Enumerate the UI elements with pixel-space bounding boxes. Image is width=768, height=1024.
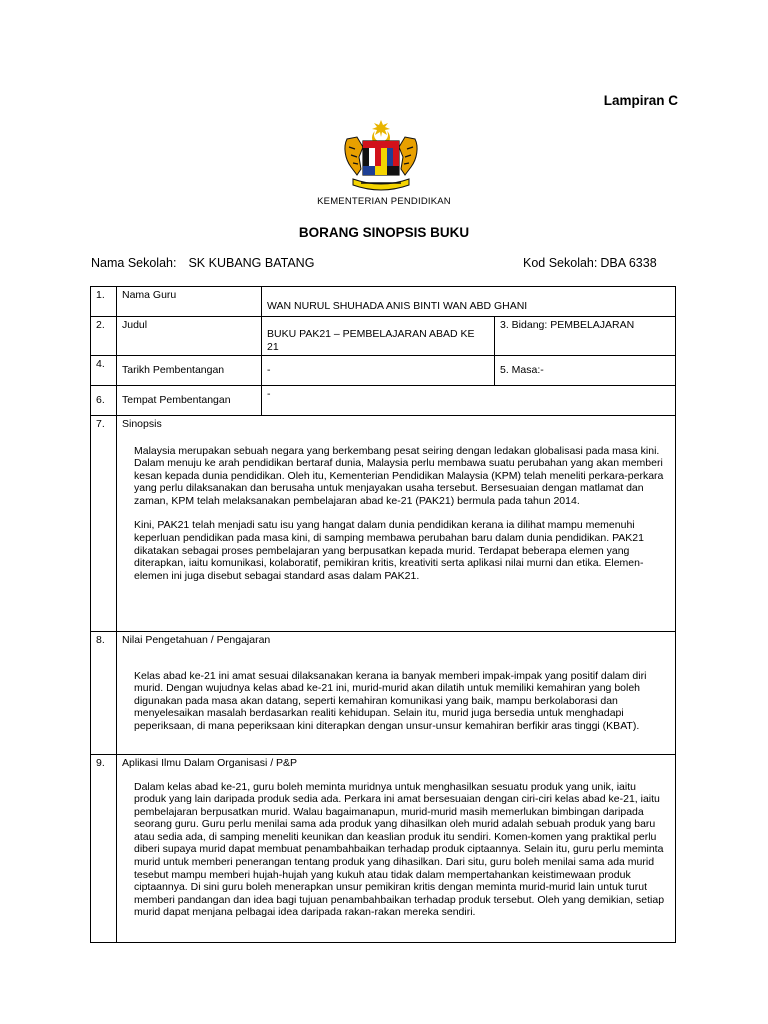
book-title-value: BUKU PAK21 – PEMBELAJARAN ABAD KE 21 <box>262 317 495 356</box>
nilai-paragraph: Kelas abad ke-21 ini amat sesuai dilaksanakan kerana ia banyak memberi impak-impak yang positif dalam diri murid. Dengan wujudnya kelas abad ke-21 ini, murid-murid akan dilatih untuk memiliki kemahiran yang boleh digunakan pada masa akan datang, seperti kemahiran komunikasi yang baik, mampu berkolaborasi dan menyelesaikan masalah berdasarkan realiti kehidupan. Selain itu, murid juga bersedia untuk menghadapi peperiksaan, di mana peperiksaan kini diterapkan dengan unsur-unsur kemahiran berfikir aras tinggi (KBAT). <box>134 669 647 732</box>
school-name <box>91 256 314 270</box>
form-title: BORANG SINOPSIS BUKU <box>298 225 470 240</box>
malaysia-coat-of-arms-icon <box>339 117 423 193</box>
row-number: 1. <box>91 287 117 317</box>
sinopsis-paragraph-2: Kini, PAK21 telah menjadi satu isu yang hangat dalam dunia pendidikan kerana ia dilihat mampu memenuhi keperluan pendidikan pada masa kini, di samping membawa perubahan baru dalam dunia pendidikan. PAK21 dikatakan sebagai proses pembelajaran yang berpusatkan kepada murid. Terdapat beberapa elemen yang diterapkan, iaitu komunikasi, kolaboratif, pemikiran kritis, kreativiti serta aplikasi nilai murni dan etika. Elemen-elemen ini juga disebut sebagai standard asas dalam PAK21. <box>134 519 644 582</box>
school-code <box>523 256 657 270</box>
school-name-label: Nama Sekolah: <box>91 256 177 270</box>
row-sinopsis <box>91 416 676 632</box>
synopsis-form-table <box>90 286 676 943</box>
row-tarikh <box>91 356 676 386</box>
sinopsis-paragraph-1: Malaysia merupakan sebuah negara yang berkembang pesat seiring dengan ledakan globalisasi pada masa kini. Dalam menuju ke arah pendidikan bertaraf dunia, Malaysia perlu membawa suatu perubahan yang akan memberi kesan kepada dunia pendidikan. Oleh itu, Kementerian Pendidikan Malaysia (KPM) telah meneliti perkara-perkara yang perlu dilaksanakan dan berusaha untuk menjayakan usaha tersebut. Bersesuaian dengan matlamat dan zaman, KPM telah melaksanakan pembelajaran abad ke-21 (PAK21) bermula pada tahun 2014. <box>134 444 664 507</box>
tarikh-value: - <box>262 356 495 386</box>
row-nilai <box>91 632 676 755</box>
row-number: 4. <box>91 356 117 386</box>
lampiran-label: Lampiran C <box>603 93 678 108</box>
row-aplikasi <box>91 755 676 943</box>
school-name-value: SK KUBANG BATANG <box>188 256 315 270</box>
nilai-cell <box>117 632 676 755</box>
row-number: 2. <box>91 317 117 356</box>
school-code-label: Kod Sekolah: <box>523 256 598 270</box>
row-label: Nama Guru <box>117 287 262 317</box>
aplikasi-cell <box>117 755 676 943</box>
bidang-value: 3. Bidang: PEMBELAJARAN <box>495 317 676 356</box>
row-number: 6. <box>91 386 117 416</box>
tempat-value: - <box>262 386 676 416</box>
row-label: Judul <box>117 317 262 356</box>
row-tempat <box>91 386 676 416</box>
row-nama-guru <box>91 287 676 317</box>
sinopsis-cell <box>117 416 676 632</box>
row-number: 9. <box>91 755 117 943</box>
row-number: 7. <box>91 416 117 632</box>
row-label: Tarikh Pembentangan <box>117 356 262 386</box>
row-number: 8. <box>91 632 117 755</box>
row-judul <box>91 317 676 356</box>
school-code-value: DBA 6338 <box>600 256 657 270</box>
masa-value: 5. Masa:- <box>495 356 676 386</box>
row-label: Nilai Pengetahuan / Pengajaran <box>122 634 271 646</box>
aplikasi-paragraph: Dalam kelas abad ke-21, guru boleh meminta muridnya untuk menghasilkan sesuatu produk yang unik, iaitu produk yang lain daripada produk sedia ada. Perkara ini amat bersesuaian dengan ciri-ciri kelas abad ke-21, iaitu pembelajaran berpusatkan murid. Walau bagaimanapun, murid-murid masih memerlukan bimbingan daripada seorang guru. Guru perlu menilai sama ada produk yang dihasilkan oleh murid adalah sebuah produk yang baru atau sedia ada, di samping meneliti keunikan dan keaslian produk itu sendiri. Komen-komen yang praktikal perlu diberi supaya murid dapat membuat penambahbaikan terhadap produk ciptaannya. Selain itu, guru perlu meminta murid untuk memberi penerangan tentang produk yang dihasilkan. Dari situ, guru boleh menilai sama ada murid tesebut mampu memberi hujah-hujah yang kukuh atau tidak dalam mempertahankan keistimewaan produk ciptaannya. Di sini guru boleh menerapkan unsur pemikiran kritis dengan meminta murid-murid lain untuk turut memberi pandangan dan idea bagi tujuan penambahbaikan terhadap produk tersebut. Oleh yang demikian, setiap murid dapat menjana pelbagai idea daripada rakan-rakan mereka sendiri. <box>134 780 665 919</box>
row-label: Tempat Pembentangan <box>117 386 262 416</box>
teacher-name-value: WAN NURUL SHUHADA ANIS BINTI WAN ABD GHANI <box>262 287 676 317</box>
row-label: Aplikasi Ilmu Dalam Organisasi / P&P <box>122 757 298 769</box>
ministry-label: KEMENTERIAN PENDIDIKAN <box>317 196 451 207</box>
row-label: Sinopsis <box>122 418 162 430</box>
